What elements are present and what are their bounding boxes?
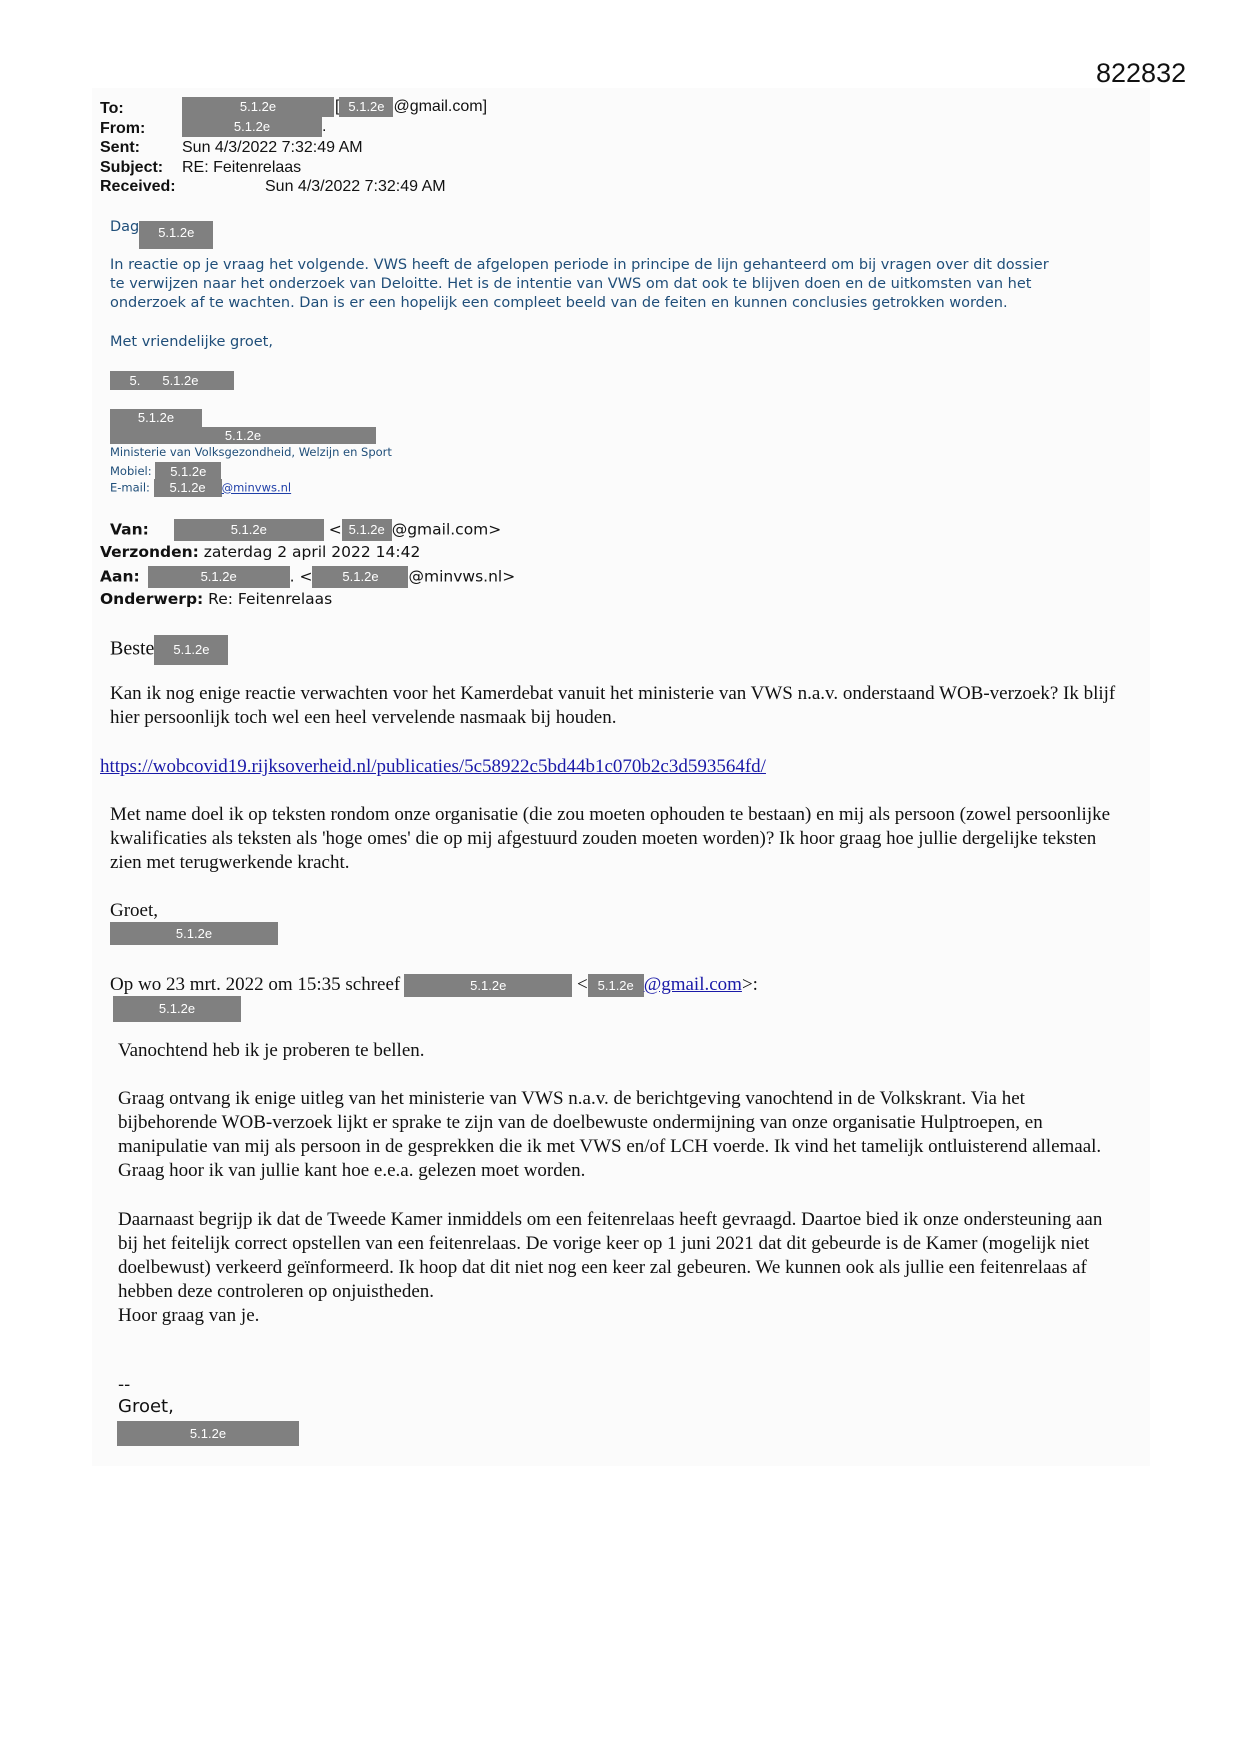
redaction-block: 5.1.2e [110, 922, 278, 945]
sent-label: Sent: [100, 139, 140, 156]
aan-email-suffix: @minvws.nl> [408, 567, 516, 586]
onderwerp-value: Re: Feitenrelaas [208, 590, 333, 608]
signature-email-label: E-mail: [110, 480, 150, 495]
redaction-block: 5.1.2e [154, 635, 228, 665]
redaction-block: 5.1.2e [139, 221, 213, 249]
document-number: 822832 [1096, 58, 1187, 88]
reply-body [110, 256, 1049, 313]
signature-organisation: Ministerie van Volksgezondheid, Welzijn en Sport [110, 445, 392, 459]
aan-label: Aan: [100, 567, 140, 586]
reply-greeting: Dag 5.1.2e [110, 218, 213, 249]
redaction-block: 5.1.2e [312, 566, 408, 588]
quote-intro: Op wo 23 mrt. 2022 om 15:35 schreef 5.1.2e < 5.1.2e @gmail.com>: [110, 973, 758, 997]
verzonden-value: zaterdag 2 april 2022 14:42 [203, 543, 421, 561]
quote-closing: Groet, [118, 1396, 174, 1417]
subject-label: Subject: [100, 159, 164, 176]
signature-separator: -- [118, 1375, 131, 1395]
quote-email-domain[interactable]: @gmail.com [643, 974, 742, 995]
quote-paragraph: Vanochtend heb ik je proberen te bellen. [118, 1040, 425, 1061]
quote-paragraph: Hoor graag van je. [118, 1305, 260, 1326]
sent-value: Sun 4/3/2022 7:32:49 AM [182, 139, 363, 156]
reply-body-line: In reactie op je vraag het volgende. VWS heeft de afgelopen periode in principe de lijn gehanteerd om bij vragen over dit dossier [110, 257, 1049, 273]
onderwerp-label: Onderwerp: [100, 590, 204, 608]
verzonden-label: Verzonden: [100, 543, 199, 561]
redaction-block: 5.1.2e [117, 1421, 299, 1446]
message2-greeting: Beste 5.1.2e [110, 635, 228, 665]
message2-paragraph: Met name doel ik op teksten rondom onze organisatie (die zou moeten ophouden te bestaan) en mij als persoon (zowel persoonlijke kwalificaties als teksten als 'hoge omes' die op mij afgestuurd zouden moeten worden)? Ik hoor graag hoe jullie dergelijke teksten zien met terugwerkende kracht. [110, 804, 1111, 873]
redaction-block: 5.1.2e [182, 117, 322, 137]
quote-paragraph: Daarnaast begrijp ik dat de Tweede Kamer inmiddels om een feitenrelaas heeft gevraagd. Daartoe bied ik onze ondersteuning aan bij het feitelijk correct opstellen van een feitenrelaas. De vorige keer op 1 juni 2021 dat dit gebeurde is de Kamer (mogelijk niet doelbewust) verkeerd geïnformeerd. Ik hoop dat dit niet nog een keer zal gebeuren. We kunnen ook als jullie een feitenrelaas af hebben deze controleren op onjuistheden. [118, 1209, 1103, 1302]
redaction-block: 5.1.2e [339, 97, 393, 117]
redaction-block: 5.1.2e [110, 427, 376, 444]
message2-closing: Groet, [110, 900, 159, 921]
redaction-block: 5.1.2e [404, 974, 572, 997]
received-label: Received: [100, 178, 176, 195]
redaction-block: 5.1.2e [110, 409, 202, 427]
redaction-block: 5.1.2e [588, 974, 644, 997]
redaction-block: 5.1.2e [182, 97, 334, 117]
redaction-block: 5.1.2e [154, 479, 222, 497]
reply-closing: Met vriendelijke groet, [110, 334, 273, 350]
reply-body-line: onderzoek af te wachten. Dan is er een hopelijk een compleet beeld van de feiten en kunnen conclusies getrokken worden. [110, 295, 1008, 311]
van-email-suffix: @gmail.com> [391, 520, 502, 539]
redaction-block: 5. 5.1.2e [110, 371, 234, 390]
quote-paragraph: Graag ontvang ik enige uitleg van het ministerie van VWS n.a.v. de berichtgeving vanochtend in de Volkskrant. Via het bijbehorende WOB-verzoek lijkt er sprake te zijn van de doelbewuste ondermijning van onze organisatie Hulptroepen, en manipulatie van mij als persoon in de gesprekken die ik met VWS en/of LCH voerde. Ik vind het tamelijk ontluisterend allemaal. Graag hoor ik van jullie kant hoe e.e.a. gelezen moet worden. [118, 1088, 1102, 1181]
to-email-suffix: @gmail.com] [393, 98, 488, 116]
redaction-block: 5.1.2e [174, 519, 324, 541]
reply-body-line: te verwijzen naar het onderzoek van Deloitte. Het is de intentie van VWS om dat ook te blijven doen en de uitkomsten van het [110, 276, 1032, 292]
signature-email-domain[interactable]: @minvws.nl [221, 480, 292, 495]
signature-mobile-label: Mobiel: [110, 464, 152, 478]
received-value: Sun 4/3/2022 7:32:49 AM [265, 178, 446, 195]
message2-paragraph: Kan ik nog enige reactie verwachten voor het Kamerdebat vanuit het ministerie van VWS n.a.v. onderstaand WOB-verzoek? Ik blijf hier persoonlijk toch wel een heel vervelende nasmaak bij houden. [110, 683, 1116, 728]
van-label: Van: [110, 520, 149, 539]
to-label: To: [100, 100, 124, 117]
subject-value: RE: Feitenrelaas [182, 159, 302, 176]
redaction-block: 5.1.2e [113, 996, 241, 1022]
from-label: From: [100, 120, 146, 137]
redaction-block: 5.1.2e [342, 519, 392, 541]
redaction-block: 5.1.2e [148, 566, 290, 588]
wob-publication-link[interactable]: https://wobcovid19.rijksoverheid.nl/publicaties/5c58922c5bd44b1c070b2c3d593564fd/ [100, 756, 766, 777]
redaction-block: 5.1.2e [155, 462, 221, 481]
